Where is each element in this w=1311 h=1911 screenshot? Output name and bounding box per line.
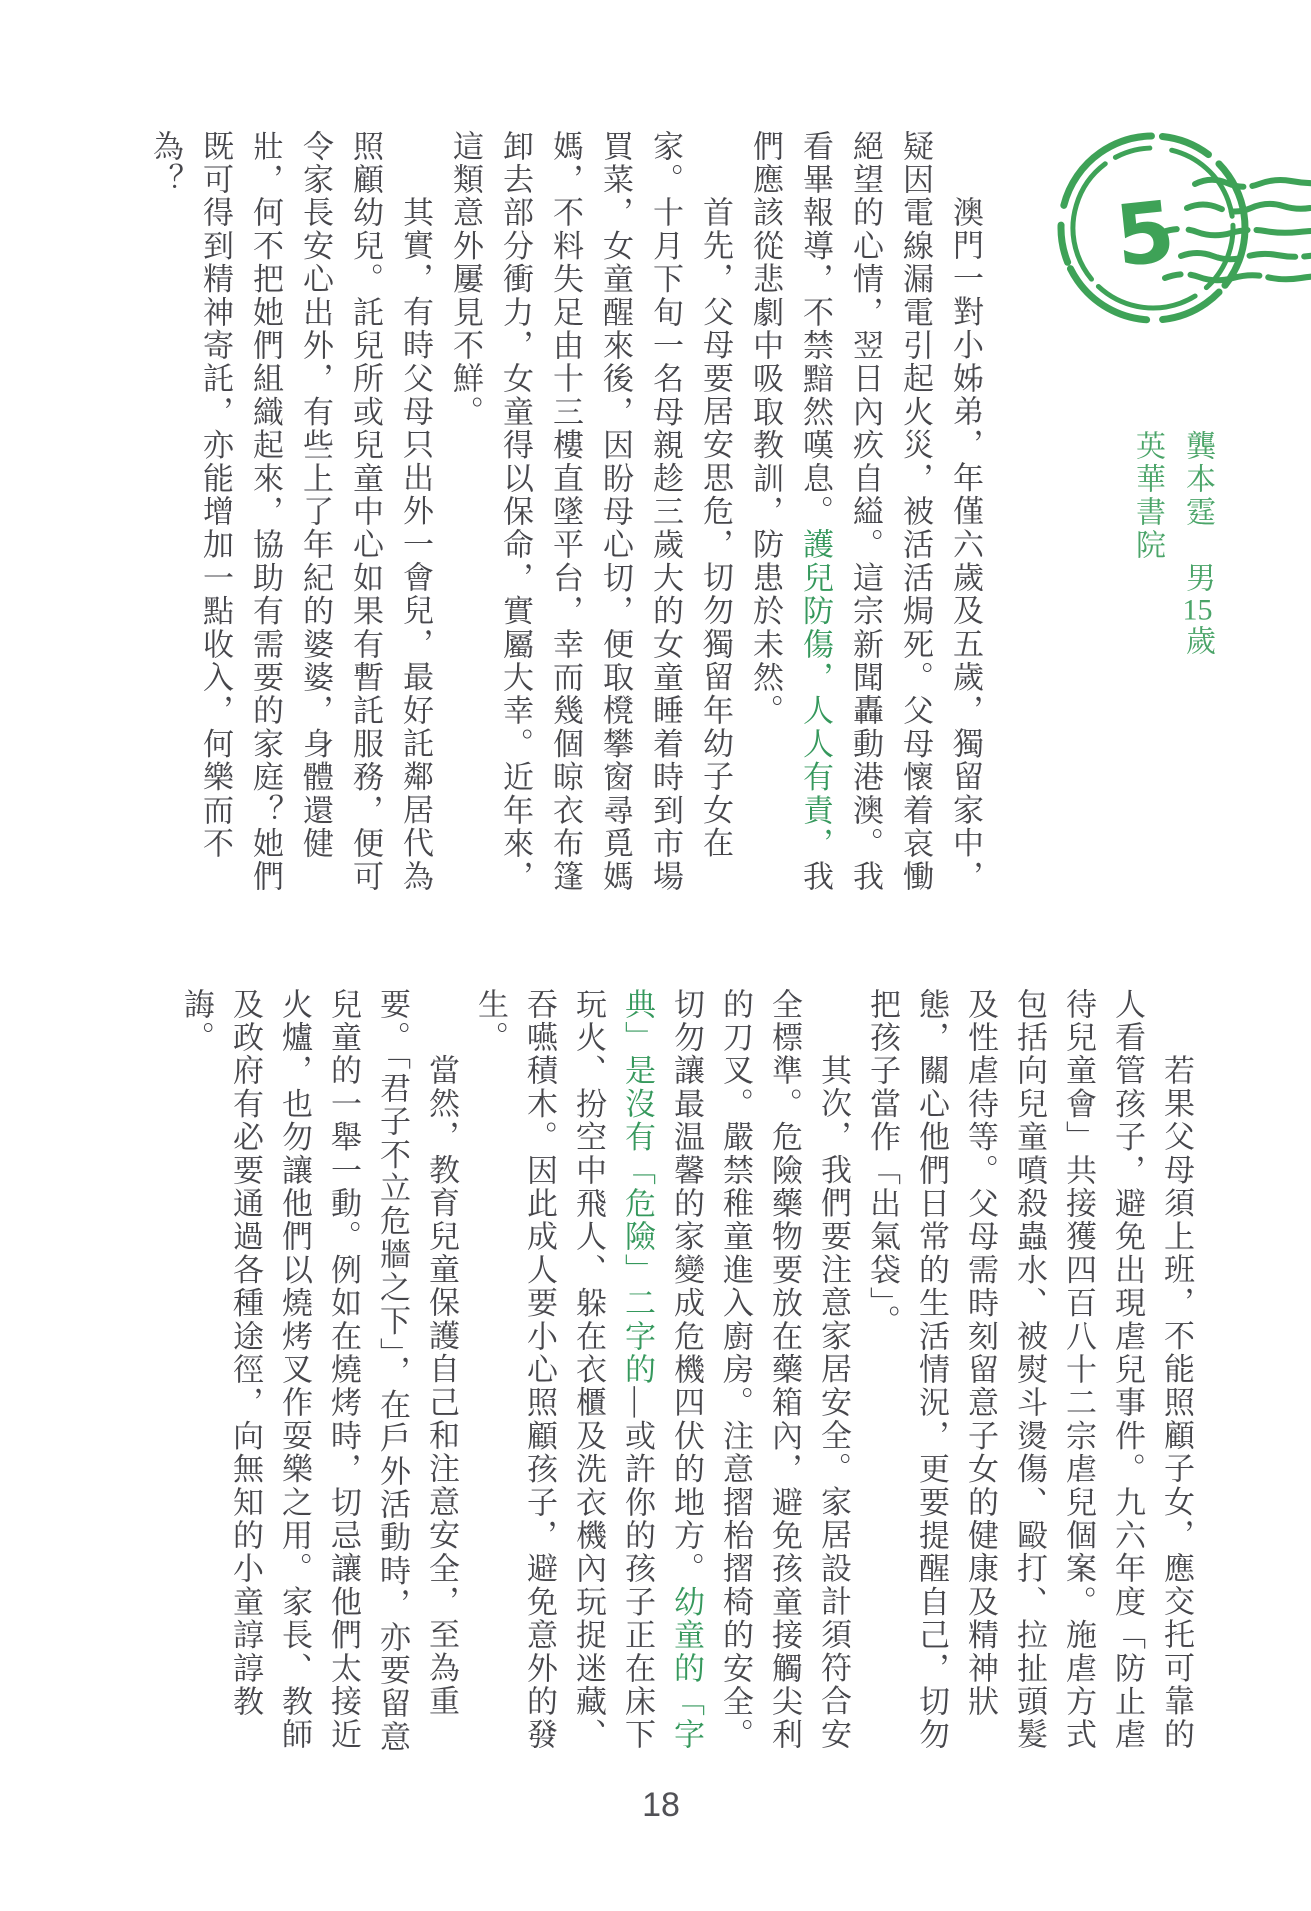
slogan-highlight: 護兒防傷，人人有責， bbox=[798, 528, 833, 861]
author-school: 英華書院 bbox=[1131, 430, 1164, 562]
paragraph-1 bbox=[740, 130, 990, 900]
author-block bbox=[1122, 430, 1222, 675]
paragraph-3: 其實，有時父母只出外一會兒，最好託鄰居代為照顧幼兒。託兒所或兒童中心如果有暫託服務，便可令家長安心出外，有些上了年紀的婆婆，身體還健壯，何不把她們組織起來，協助有需要的家庭？她們既可得到精神寄託，亦能增加一點收入，何樂而不為？ bbox=[148, 130, 433, 894]
stamp-wave-line bbox=[1187, 204, 1311, 212]
essay-part2 bbox=[172, 988, 1201, 1758]
stamp-wave-line bbox=[1195, 180, 1311, 187]
paragraph-6: 當然，教育兒童保護自己和注意安全，至為重要。「君子不立危牆之下」，在戶外活動時，亦要留意兒童的一舉一動。例如在燒烤時，切忌讓他們太接近火爐，也勿讓他們以燒烤叉作耍樂之用。家長、教師及政府有必要通過各種途徑，向無知的小童諄諄教誨。 bbox=[179, 988, 459, 1754]
paragraph-5 bbox=[466, 988, 858, 1758]
author-age-unit: 歲 bbox=[1181, 625, 1214, 658]
stamp-wave-line bbox=[1181, 253, 1311, 259]
paragraph-2: 首先，父母要居安思危，切勿獨留年幼子女在家。十月下旬一名母親趁三歲大的女童睡着時到市場買菜，女童醒來後，因盼母心切，便取櫈攀窗尋覓媽媽，不料失足由十三樓直墜平台，幸而幾個晾衣布篷卸去部分衝力，女童得以保命，實屬大幸。近年來，這類意外屢見不鮮。 bbox=[448, 130, 733, 894]
paragraph-1-text-cont: 我們應該從悲劇中吸取教訓，防患於未然。 bbox=[748, 130, 833, 894]
paragraph-1-text: 澳門一對小姊弟，年僅六歲及五歲，獨留家中，疑因電線漏電引起火災，被活活焗死。父母懷着哀慟絕望的心情，翌日內疚自縊。這宗新聞轟動港澳。我看畢報導，不禁黯然嘆息。 bbox=[798, 130, 983, 894]
paragraph-5-text-cont: —或許你的孩子正在床下玩火、扮空中飛人、躲在衣櫃及洗衣機內玩捉迷藏、吞嚥積木。因此成人要小心照顧孩子，避免意外的發生。 bbox=[473, 988, 655, 1752]
paragraph-4: 若果父母須上班，不能照顧子女，應交托可靠的人看管孩子，避免出現虐兒事件。九六年度「防止虐待兒童會」共接獲四百八十二宗虐兒個案。施虐方式包括向兒童噴殺蟲水、被熨斗燙傷、毆打、拉扯頭髮及性虐待等。父母需時刻留意子女的健康及精神狀態，關心他們日常的生活情況，更要提醒自己，切勿把孩子當作「出氣袋」。 bbox=[865, 988, 1194, 1752]
stamp-wave-line bbox=[1163, 229, 1311, 235]
stamp-graphic bbox=[1045, 120, 1311, 345]
author-name: 龔本霆 男 bbox=[1181, 430, 1214, 595]
dictionary-highlight: 幼童的「字典」是沒有「危險」二字的 bbox=[620, 988, 704, 1752]
stamp-number: 5 bbox=[1110, 182, 1180, 286]
author-age: 15 bbox=[1182, 595, 1213, 625]
stamp-wave-line bbox=[1165, 274, 1311, 280]
paragraph-5-text: 其次，我們要注意家居安全。家居設計須符合安全標準。危險藥物要放在藥箱內，避免孩童接觸尖利的刀叉。嚴禁稚童進入廚房。注意摺枱摺椅的安全。切勿讓最温馨的家變成危機四伏的地方。 bbox=[669, 988, 851, 1752]
author-name-line bbox=[1172, 430, 1222, 675]
essay-part1 bbox=[140, 130, 990, 900]
page-number: 18 bbox=[642, 1786, 680, 1824]
